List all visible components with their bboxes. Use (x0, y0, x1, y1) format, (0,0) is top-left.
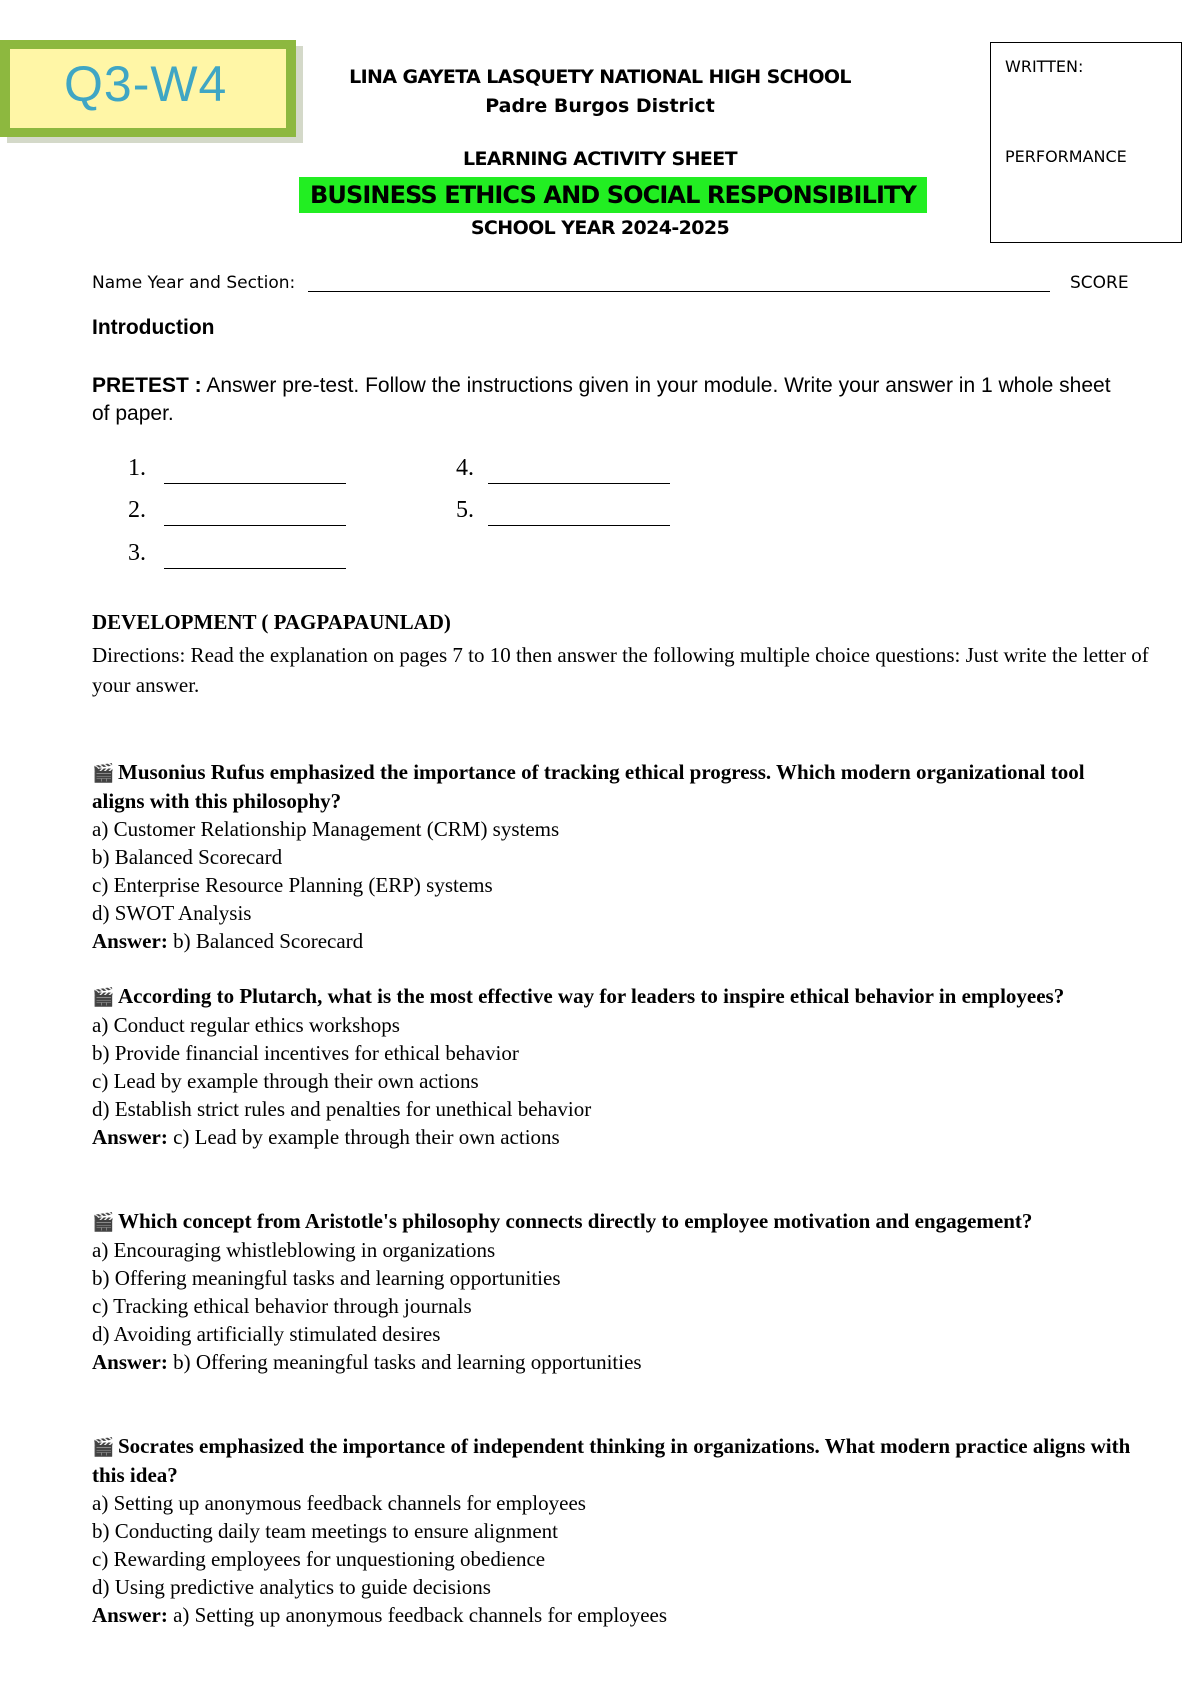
question-3 (92, 1207, 1142, 1376)
item-number: 4. (456, 455, 474, 481)
answer-blank (164, 525, 346, 526)
answer-line (92, 927, 1142, 955)
option-d: d) SWOT Analysis (92, 901, 252, 925)
subject-title: BUSINESS ETHICS AND SOCIAL RESPONSIBILITY (299, 177, 927, 213)
question-stem (92, 982, 1142, 1011)
score-label: SCORE (1070, 273, 1129, 293)
option-a: a) Setting up anonymous feedback channels for employees (92, 1491, 586, 1515)
pretest-label: PRETEST : (92, 374, 202, 397)
development-directions: Directions: Read the explanation on pages 7 to 10 then answer the following multiple choice questions: Just write the letter of your answer. (92, 643, 1149, 697)
option-b: b) Provide financial incentives for ethical behavior (92, 1041, 519, 1065)
sheet-type: LEARNING ACTIVITY SHEET (463, 148, 737, 170)
development-heading: DEVELOPMENT ( PAGPAPAUNLAD) (92, 610, 451, 634)
answer-label: Answer: (92, 929, 168, 953)
option-c: c) Rewarding employees for unquestioning obedience (92, 1547, 546, 1571)
pretest-item-5 (456, 497, 474, 524)
answer-blank (488, 525, 670, 526)
question-2 (92, 982, 1142, 1151)
answer-text: b) Balanced Scorecard (167, 929, 364, 953)
pretest-item-1 (128, 455, 146, 482)
option-b: b) Offering meaningful tasks and learning opportunities (92, 1266, 561, 1290)
option-d: d) Avoiding artificially stimulated desires (92, 1322, 441, 1346)
question-text: Socrates emphasized the importance of independent thinking in organizations. What modern practice aligns with this idea? (92, 1434, 1131, 1487)
question-4 (92, 1432, 1142, 1629)
quarter-week-badge (0, 40, 296, 137)
pretest-instructions (92, 372, 1132, 428)
pretest-item-4 (456, 455, 474, 482)
answer-line (92, 1348, 1142, 1376)
clapperboard-icon: 🎬 (92, 763, 115, 783)
question-text: According to Plutarch, what is the most effective way for leaders to inspire ethical behavior in employees? (118, 984, 1065, 1008)
answer-label: Answer: (92, 1125, 168, 1149)
clapperboard-icon: 🎬 (92, 1437, 115, 1457)
answer-line (92, 1601, 1142, 1629)
pretest-item-3 (128, 540, 146, 567)
item-number: 2. (128, 497, 146, 523)
clapperboard-icon: 🎬 (92, 987, 115, 1007)
option-d: d) Using predictive analytics to guide decisions (92, 1575, 491, 1599)
option-d: d) Establish strict rules and penalties for unethical behavior (92, 1097, 592, 1121)
answer-text: b) Offering meaningful tasks and learning opportunities (167, 1350, 642, 1374)
name-section-label: Name Year and Section: (92, 273, 296, 293)
option-b: b) Conducting daily team meetings to ensure alignment (92, 1519, 558, 1543)
question-text: Musonius Rufus emphasized the importance of tracking ethical progress. Which modern organizational tool aligns with this philosophy? (92, 760, 1085, 813)
question-stem (92, 1432, 1142, 1489)
answer-label: Answer: (92, 1603, 168, 1627)
option-b: b) Balanced Scorecard (92, 845, 283, 869)
score-box (990, 42, 1182, 243)
question-stem (92, 758, 1142, 815)
school-name: LINA GAYETA LASQUETY NATIONAL HIGH SCHOOL (349, 66, 851, 88)
introduction-heading: Introduction (92, 316, 215, 339)
clapperboard-icon: 🎬 (92, 1212, 115, 1232)
question-text: Which concept from Aristotle's philosophy connects directly to employee motivation and engagement? (118, 1209, 1033, 1233)
answer-blank (488, 483, 670, 484)
option-a: a) Customer Relationship Management (CRM) systems (92, 817, 560, 841)
badge-text: Q3-W4 (64, 56, 228, 112)
answer-label: Answer: (92, 1350, 168, 1374)
item-number: 3. (128, 540, 146, 566)
question-1 (92, 758, 1142, 955)
answer-line (92, 1123, 1142, 1151)
school-year: SCHOOL YEAR 2024-2025 (470, 217, 730, 239)
item-number: 1. (128, 455, 146, 481)
option-c: c) Lead by example through their own actions (92, 1069, 479, 1093)
answer-text: c) Lead by example through their own actions (167, 1125, 560, 1149)
written-label: WRITTEN: (1005, 57, 1084, 76)
question-stem (92, 1207, 1142, 1236)
answer-text: a) Setting up anonymous feedback channels for employees (167, 1603, 668, 1627)
pretest-text: Answer pre-test. Follow the instructions given in your module. Write your answer in 1 whole sheet of paper. (92, 374, 1111, 425)
option-c: c) Tracking ethical behavior through journals (92, 1294, 472, 1318)
performance-label: PERFORMANCE (1005, 147, 1127, 166)
answer-blank (164, 483, 346, 484)
item-number: 5. (456, 497, 474, 523)
name-answer-line (308, 291, 1050, 292)
option-a: a) Encouraging whistleblowing in organizations (92, 1238, 496, 1262)
pretest-item-2 (128, 497, 146, 524)
district-name: Padre Burgos District (485, 95, 715, 117)
answer-blank (164, 568, 346, 569)
option-c: c) Enterprise Resource Planning (ERP) systems (92, 873, 493, 897)
option-a: a) Conduct regular ethics workshops (92, 1013, 400, 1037)
